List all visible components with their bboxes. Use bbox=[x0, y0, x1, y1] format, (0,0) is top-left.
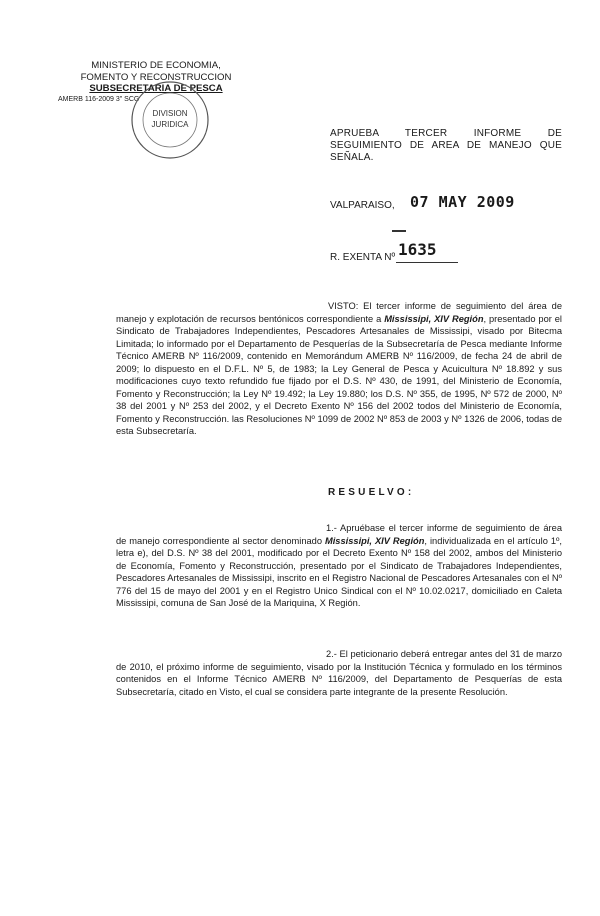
stamp-text-line2: JURIDICA bbox=[151, 120, 189, 129]
resolution-1-place: Mississipi, XIV Región bbox=[324, 535, 425, 546]
resolution-2-text: 2.- El peticionario deberá entregar antes del 31 de marzo de 2010, el próximo informe de seguimiento, visado por la Institución Técnica y formulado en los términos contenidos en el Informe Técnico AMERB Nº 116/2009, del Departamento de Pesquerías de esta Subsecretaría, citado en Visto, el cual se considera parte integrante de la presente Resolución. bbox=[116, 649, 562, 697]
exenta-underline bbox=[396, 262, 458, 263]
juridical-division-stamp bbox=[128, 78, 212, 162]
visto-label: VISTO: bbox=[328, 301, 359, 311]
place-label: VALPARAISO, bbox=[330, 200, 395, 211]
dash-mark bbox=[392, 230, 406, 232]
file-reference: AMERB 116-2009 3" SCG bbox=[58, 95, 140, 103]
visto-paragraph bbox=[116, 300, 562, 438]
ministry-name: MINISTERIO DE ECONOMIA, bbox=[91, 60, 221, 71]
resolution-1-text-a: 1.- Apruébase el tercer informe de seguimiento de área de manejo correspondiente al sector denominado bbox=[116, 523, 562, 546]
resuelvo-heading: RESUELVO: bbox=[328, 487, 415, 498]
resolution-2 bbox=[116, 648, 562, 698]
stamp-icon bbox=[128, 78, 212, 162]
undersecretariat-name: SUBSECRETARIA DE PESCA bbox=[89, 83, 223, 94]
ministry-name-cont: FOMENTO Y RECONSTRUCCION bbox=[80, 71, 232, 83]
visto-place: Mississipi, XIV Región bbox=[384, 313, 484, 324]
resolution-1 bbox=[116, 522, 562, 610]
visto-text-b: , presentado por el Sindicato de Trabajadores Independientes, Pescadores Artesanales de Mississipi, visado por Bitecma Limitada; lo informado por el Departamento de Pesquerías de la Subsecretaría de Pesca mediante Informe Técnico AMERB Nº 116/2009, contenido en Memorándum AMERB Nº 116/2009, de fecha 24 de abril de 2009; lo dispuesto en el D.F.L. Nº 5, de 1983; la Ley General de Pesca y Acuicultura Nº 18.892 y sus modificaciones cuyo texto refundido fue fijado por el D.S. Nº 430, de 1991, del Ministerio de Economía, Fomento y Reconstrucción; la Ley Nº 19.492; la Ley 19.880; los D.S. Nº 355, de 1995, Nº 572 de 2000, Nº 38 del 2001 y Nº 253 del 2002, y el Decreto Exento Nº 156 del 2002 todos del Ministerio de Economía, Fomento y Reconstrucción. las Resoluciones Nº 1099 de 2002 Nº 853 de 2003 y Nº 1326 de 2006, todas de esta Subsecretaría. bbox=[116, 313, 562, 436]
resolution-1-text-b: , individualizada en el artículo 1º, letra e), del D.S. Nº 38 del 2001, modificado por el Decreto Exento Nº 158 del 2002, ambos del Ministerio de Economía, Fomento y Reconstrucción, presentado por el Sindicato de Trabajadores Independientes, Pescadores Artesanales de Mississipi, inscrito en el Registro Nacional de Pescadores Artesanales con el Nº 776 del 15 de mayo del 2001 y en el Registro Unico Sindical con el Nº 10.02.0217, domiciliado en Caleta Mississipi, comuna de San José de la Mariquina, X Región. bbox=[116, 535, 562, 608]
date-stamp: 07 MAY 2009 bbox=[410, 193, 515, 211]
visto-text-a: El tercer informe de seguimiento del área de manejo y explotación de recursos bentónicos correspondiente a bbox=[116, 301, 562, 324]
exenta-number: 1635 bbox=[398, 240, 437, 259]
subject-heading: APRUEBA TERCER INFORME DE SEGUIMIENTO DE AREA DE MANEJO QUE SEÑALA. bbox=[330, 128, 562, 163]
exenta-label: R. EXENTA Nº bbox=[330, 252, 396, 263]
stamp-text-line1: DIVISION bbox=[152, 109, 188, 118]
